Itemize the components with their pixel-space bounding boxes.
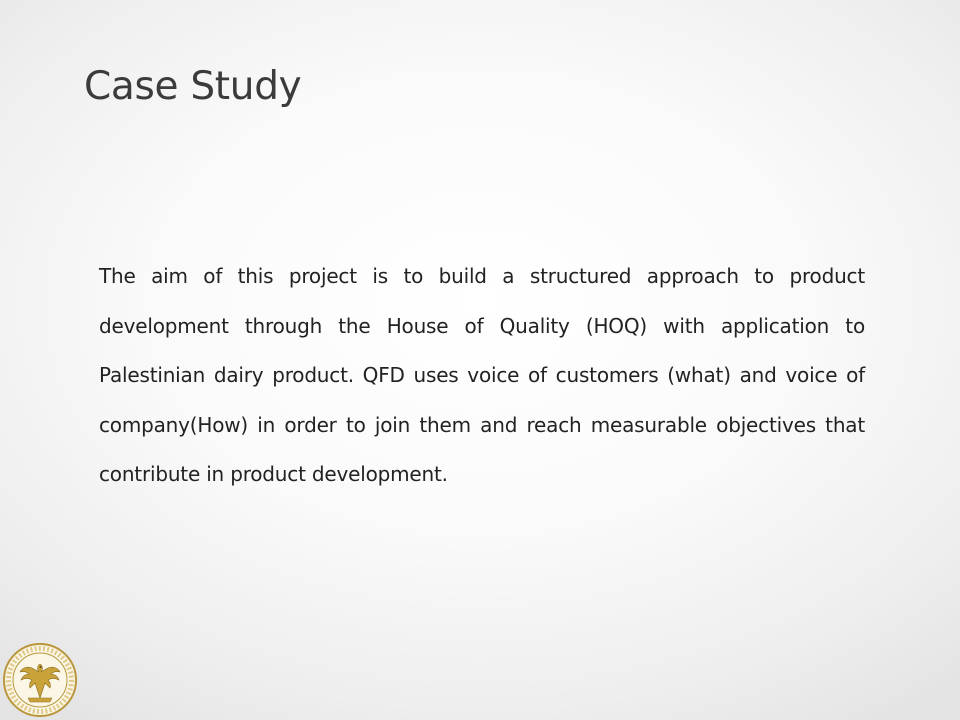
slide-title: Case Study xyxy=(84,64,302,109)
university-seal-logo xyxy=(2,642,78,718)
eagle-seal-icon xyxy=(2,642,78,718)
slide-body-text: The aim of this project is to build a structured approach to product development through the House of Quality (HOQ) with application to Palestinian dairy product. QFD uses voice of customers (what) and voice of company(How) in order to join them and reach measurable objectives that contribute in product development. xyxy=(99,264,865,486)
